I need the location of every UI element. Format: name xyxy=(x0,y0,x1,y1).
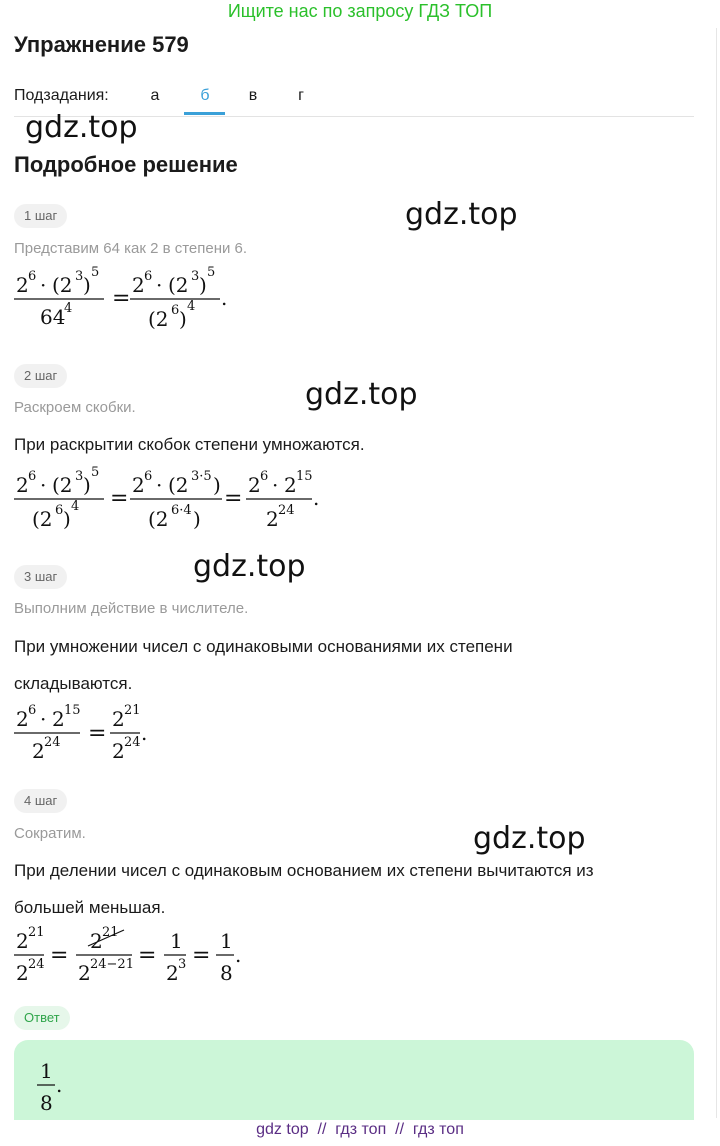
svg-text:=: = xyxy=(88,721,107,746)
svg-text:3: 3 xyxy=(75,469,84,484)
svg-text:=: = xyxy=(50,943,69,968)
step-badge: 3 шаг xyxy=(14,565,67,589)
svg-text:6: 6 xyxy=(28,469,37,484)
svg-text:2: 2 xyxy=(284,473,297,497)
svg-text:2: 2 xyxy=(90,929,103,953)
svg-text:(2: (2 xyxy=(32,507,53,531)
subtask-tab-b[interactable]: б xyxy=(200,87,210,104)
step-description: Выполним действие в числителе. xyxy=(14,600,249,617)
svg-text:5: 5 xyxy=(91,265,100,280)
svg-text:21: 21 xyxy=(124,703,141,718)
svg-text:2: 2 xyxy=(78,961,91,985)
svg-text:): ) xyxy=(83,273,91,297)
svg-text:5: 5 xyxy=(207,265,216,280)
svg-text:6: 6 xyxy=(171,303,180,318)
svg-text:·: · xyxy=(156,273,163,297)
svg-text:): ) xyxy=(199,273,207,297)
svg-text:(2: (2 xyxy=(52,273,73,297)
answer-badge: Ответ xyxy=(14,1006,70,1030)
step-badge: 2 шаг xyxy=(14,364,67,388)
svg-text:24: 24 xyxy=(124,735,141,750)
svg-text:4: 4 xyxy=(187,299,196,314)
svg-text:2: 2 xyxy=(112,739,125,763)
svg-text:2: 2 xyxy=(166,961,179,985)
svg-text:.: . xyxy=(56,1073,63,1097)
svg-text:4: 4 xyxy=(64,301,73,316)
svg-text:): ) xyxy=(83,473,91,497)
svg-text:6: 6 xyxy=(144,269,153,284)
svg-text:·: · xyxy=(40,707,47,731)
footer-links xyxy=(0,1121,720,1139)
svg-text:=: = xyxy=(224,486,243,511)
svg-text:8: 8 xyxy=(40,1091,53,1114)
svg-text:·: · xyxy=(40,273,47,297)
svg-text:2: 2 xyxy=(16,961,29,985)
svg-text:3: 3 xyxy=(178,957,187,972)
svg-text:): ) xyxy=(179,307,187,331)
svg-text:24: 24 xyxy=(278,503,295,518)
svg-text:8: 8 xyxy=(220,961,233,985)
watermark: gdz.top xyxy=(405,197,518,232)
footer-link-gdz-top-ru-2[interactable]: гдз топ xyxy=(412,1121,464,1138)
step-description: Сократим. xyxy=(14,825,86,842)
svg-text:15: 15 xyxy=(64,703,81,718)
subtasks-label: Подзадания: xyxy=(14,87,109,104)
svg-text:3·5: 3·5 xyxy=(191,469,212,484)
footer-separator: // xyxy=(317,1121,327,1138)
top-banner: Ищите нас по запросу ГДЗ ТОП xyxy=(227,1,493,21)
svg-text:=: = xyxy=(110,486,129,511)
svg-text:6: 6 xyxy=(260,469,269,484)
svg-text:2: 2 xyxy=(132,473,145,497)
svg-text:15: 15 xyxy=(296,469,313,484)
formula-step-3 xyxy=(10,700,170,770)
svg-text:2: 2 xyxy=(248,473,261,497)
svg-text:·: · xyxy=(40,473,47,497)
svg-text:2: 2 xyxy=(16,707,29,731)
svg-text:(2: (2 xyxy=(168,473,189,497)
svg-text:24−21: 24−21 xyxy=(90,957,134,972)
svg-text:6: 6 xyxy=(55,503,64,518)
svg-text:.: . xyxy=(313,486,320,510)
formula-step-1 xyxy=(10,262,270,342)
svg-text:2: 2 xyxy=(52,707,65,731)
svg-text:24: 24 xyxy=(44,735,61,750)
watermark: gdz.top xyxy=(305,377,418,412)
right-divider xyxy=(716,28,717,1118)
svg-text:2: 2 xyxy=(16,273,29,297)
svg-text:6: 6 xyxy=(28,269,37,284)
svg-text:·: · xyxy=(156,473,163,497)
svg-text:): ) xyxy=(213,473,221,497)
svg-text:·: · xyxy=(272,473,279,497)
svg-text:=: = xyxy=(138,943,157,968)
svg-text:2: 2 xyxy=(16,929,29,953)
svg-text:=: = xyxy=(112,286,131,311)
step-explanation: При делении чисел с одинаковым основанием их степени вычитаются из xyxy=(14,861,594,880)
step-badge: 4 шаг xyxy=(14,789,67,813)
svg-text:.: . xyxy=(141,721,148,745)
page-title: Упражнение 579 xyxy=(14,32,189,57)
svg-text:2: 2 xyxy=(266,507,279,531)
svg-text:2: 2 xyxy=(32,739,45,763)
subtask-tab-a[interactable]: а xyxy=(150,87,160,104)
svg-text:.: . xyxy=(221,286,228,310)
svg-text:21: 21 xyxy=(102,925,119,940)
footer-link-gdz-top[interactable]: gdz top xyxy=(256,1121,309,1138)
svg-text:(2: (2 xyxy=(52,473,73,497)
subtask-tab-v[interactable]: в xyxy=(248,87,258,104)
svg-text:6: 6 xyxy=(28,703,37,718)
watermark: gdz.top xyxy=(25,110,138,145)
svg-text:(2: (2 xyxy=(148,307,169,331)
svg-text:4: 4 xyxy=(71,499,80,514)
svg-text:1: 1 xyxy=(40,1059,53,1083)
step-description: Раскроем скобки. xyxy=(14,399,136,416)
svg-text:1: 1 xyxy=(170,929,183,953)
svg-text:6: 6 xyxy=(144,469,153,484)
step-explanation: складываются. xyxy=(14,674,133,693)
step-description: Представим 64 как 2 в степени 6. xyxy=(14,240,248,257)
svg-text:=: = xyxy=(192,943,211,968)
answer-formula xyxy=(34,1054,84,1114)
svg-text:.: . xyxy=(235,943,242,967)
svg-text:): ) xyxy=(193,507,201,531)
svg-text:64: 64 xyxy=(40,305,66,329)
step-badge: 1 шаг xyxy=(14,204,67,228)
subtask-tab-g[interactable]: г xyxy=(298,87,304,104)
svg-text:(2: (2 xyxy=(148,507,169,531)
step-explanation: При раскрытии скобок степени умножаются. xyxy=(14,435,365,454)
svg-text:(2: (2 xyxy=(168,273,189,297)
formula-step-4 xyxy=(10,924,260,992)
svg-text:): ) xyxy=(63,507,71,531)
step-explanation: При умножении чисел с одинаковыми основаниями их степени xyxy=(14,637,513,656)
answer-box xyxy=(14,1040,694,1120)
svg-text:5: 5 xyxy=(91,465,100,480)
svg-text:2: 2 xyxy=(132,273,145,297)
svg-text:21: 21 xyxy=(28,925,45,940)
solution-heading: Подробное решение xyxy=(14,152,238,177)
watermark: gdz.top xyxy=(193,549,306,584)
formula-step-2 xyxy=(10,460,340,540)
svg-text:3: 3 xyxy=(191,269,200,284)
svg-text:2: 2 xyxy=(112,707,125,731)
step-explanation: большей меньшая. xyxy=(14,898,166,917)
svg-text:6·4: 6·4 xyxy=(171,503,192,518)
svg-text:3: 3 xyxy=(75,269,84,284)
footer-separator: // xyxy=(395,1121,405,1138)
svg-text:24: 24 xyxy=(28,957,45,972)
active-tab-indicator xyxy=(184,112,225,115)
svg-text:1: 1 xyxy=(220,929,233,953)
svg-text:2: 2 xyxy=(16,473,29,497)
watermark: gdz.top xyxy=(473,821,586,856)
footer-link-gdz-top-ru[interactable]: гдз топ xyxy=(335,1121,387,1138)
